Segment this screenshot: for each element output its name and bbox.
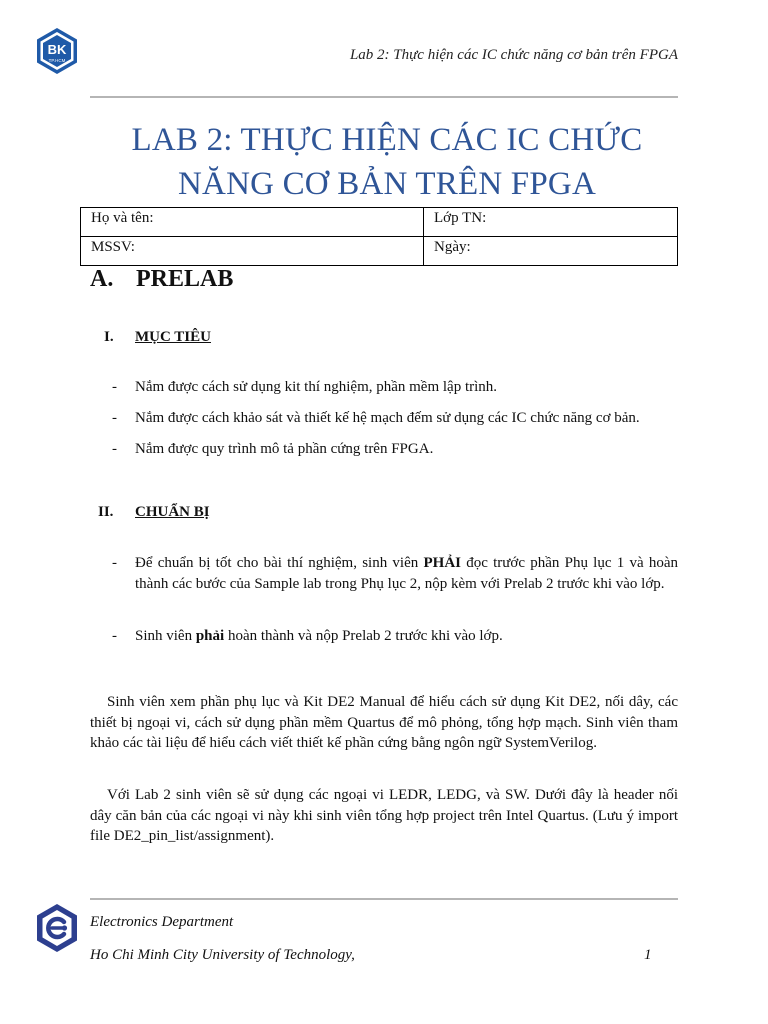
subsection-title: MỤC TIÊU: [135, 329, 211, 345]
footer-university: Ho Chi Minh City University of Technology,: [90, 947, 355, 963]
student-id-field-label: MSSV:: [81, 237, 424, 266]
logo-subtext: TP.HCM: [48, 58, 66, 63]
class-field-label: Lớp TN:: [424, 208, 678, 237]
document-title: [90, 118, 684, 206]
name-field-label: Họ và tên:: [81, 208, 424, 237]
footer-divider: [90, 898, 678, 900]
header-divider: [90, 96, 678, 98]
subsection-number: I.: [104, 329, 114, 345]
emphasis-text: phải: [195, 628, 225, 644]
body-paragraph: Với Lab 2 sinh viên sẽ sử dụng các ngoại vi LEDR, LEDG, và SW. Dưới đây là header nối dây căn bản của các ngoại vi này khi sinh viên tổng hợp project trên Intel Quartus. (Lưu ý import file DE2_pin_list/assignment).: [90, 787, 678, 844]
list-item: - Sinh viên phải hoàn thành và nộp Prelab 2 trước khi vào lớp.: [112, 628, 503, 644]
running-header: Lab 2: Thực hiện các IC chức năng cơ bản trên FPGA: [349, 47, 678, 63]
subsection-title: CHUẨN BỊ: [135, 504, 210, 520]
list-item: - Nắm được cách khảo sát và thiết kế hệ mạch đếm sử dụng các IC chức năng cơ bản.: [112, 410, 640, 426]
page-number: 1: [644, 947, 652, 963]
table-row: [81, 208, 678, 237]
student-info-table: [80, 207, 678, 266]
date-field-label: Ngày:: [424, 237, 678, 266]
section-number: A.: [90, 266, 114, 292]
section-a-heading: [90, 266, 233, 293]
title-line-1: LAB 2: THỰC HIỆN CÁC IC CHỨC: [131, 122, 643, 158]
table-row: [81, 237, 678, 266]
emphasis-text: PHẢI: [423, 555, 461, 571]
body-paragraph: Sinh viên xem phần phụ lục và Kit DE2 Manual để hiểu cách sử dụng Kit DE2, nối dây, các thiết bị ngoại vi, cách sử dụng phần mềm Quartus để mô phỏng, tổng hợp mạch. Sinh viên tham khảo các tài liệu để hiểu cách viết thiết kế phần cứng bằng ngôn ngữ SystemVerilog.: [90, 694, 678, 751]
university-logo-icon: [33, 27, 81, 75]
section-title: PRELAB: [136, 266, 234, 292]
subsection-number: II.: [98, 504, 114, 520]
logo-text: BK: [47, 42, 67, 57]
department-logo-icon: [35, 903, 79, 953]
list-item: - Nắm được quy trình mô tả phần cứng trên FPGA.: [112, 441, 434, 457]
title-line-2: NĂNG CƠ BẢN TRÊN FPGA: [178, 166, 596, 202]
list-item: - Để chuẩn bị tốt cho bài thí nghiệm, sinh viên PHẢI đọc trước phần Phụ lục 1 và hoàn thành các bước của Sample lab trong Phụ lục 2, nộp kèm với Prelab 2 trước khi vào lớp.: [112, 555, 678, 592]
footer-department: Electronics Department: [90, 914, 234, 930]
list-item: - Nắm được cách sử dụng kit thí nghiệm, phần mềm lập trình.: [112, 379, 498, 395]
